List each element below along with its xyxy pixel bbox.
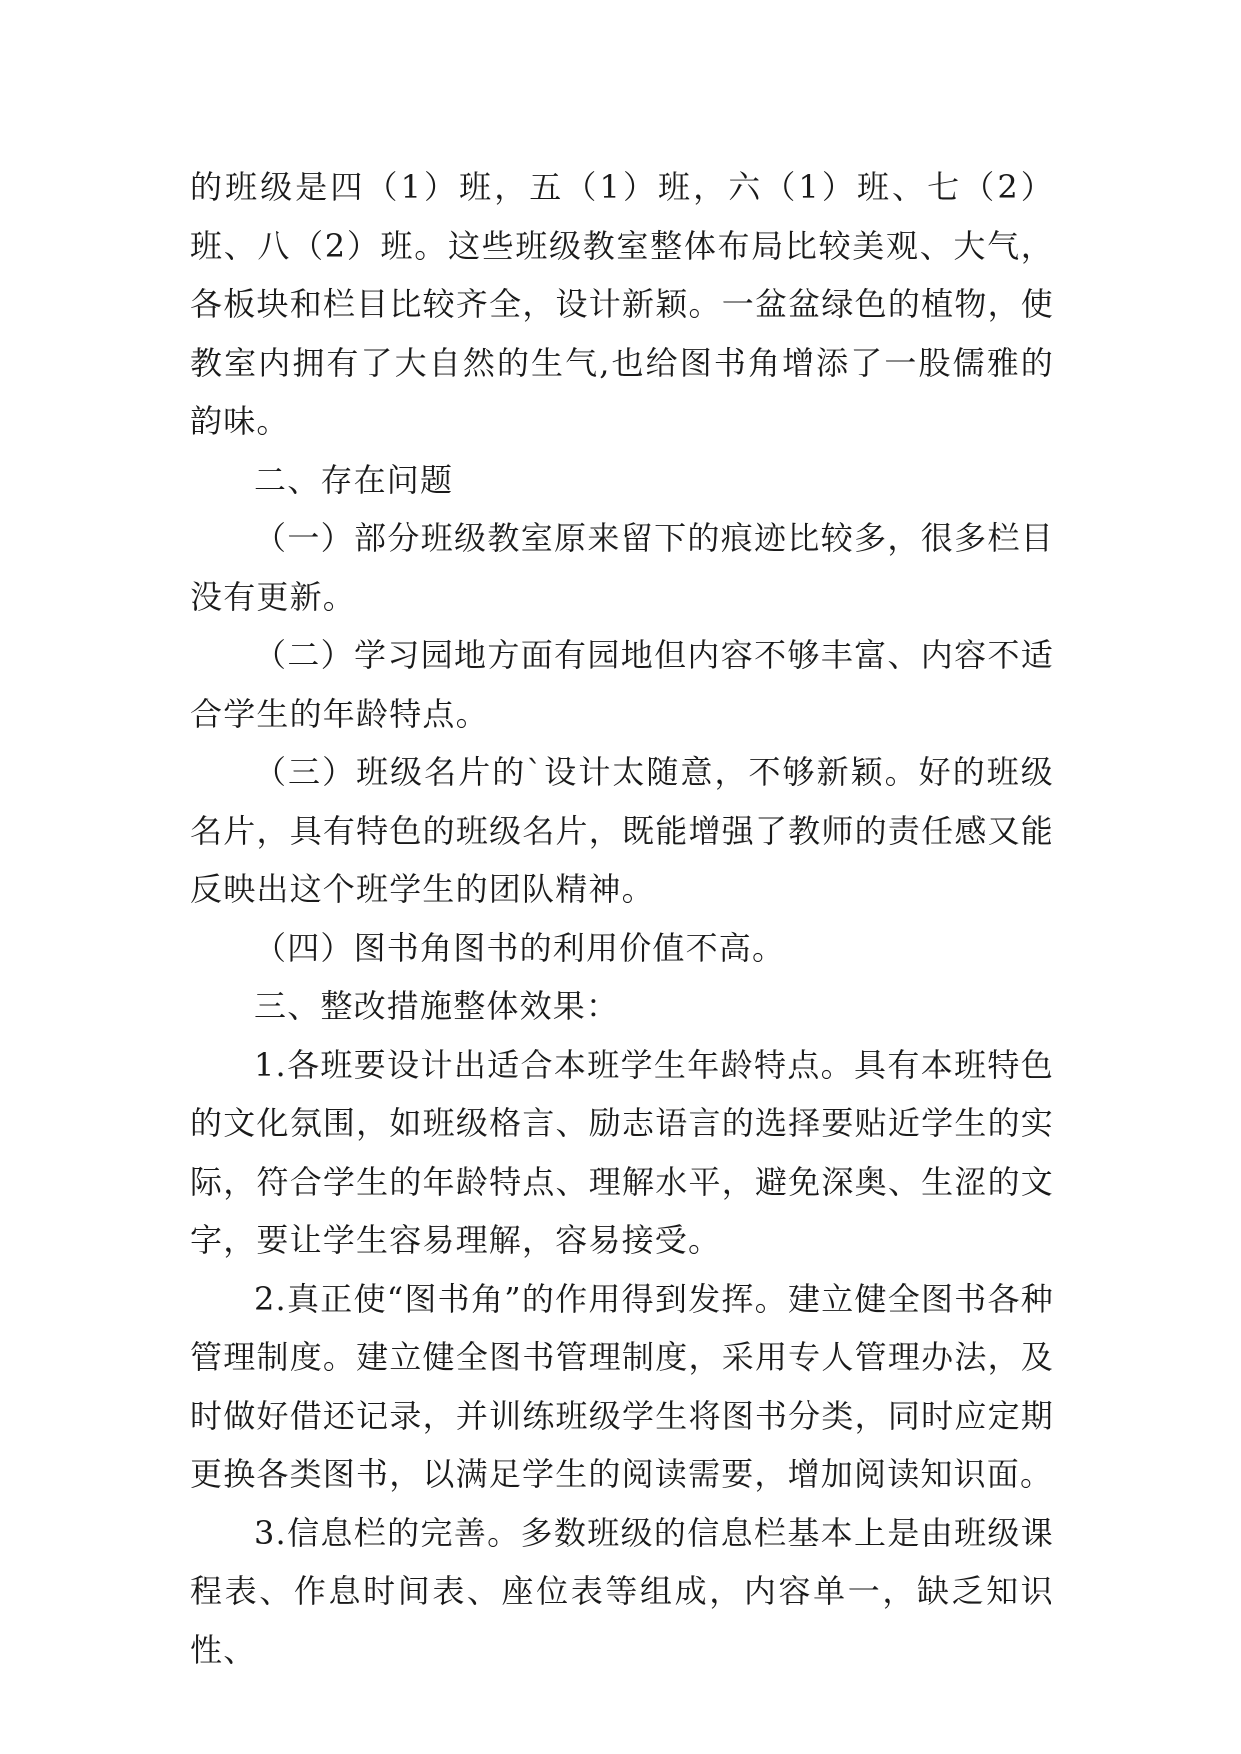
section-heading-problems: 二、存在问题: [254, 460, 454, 499]
paragraph-continued: 的班级是四（1）班，五（1）班，六（1）班、七（2）班、八（2）班。这些班级教室整体布局比较美观、大气，各板块和栏目比较齐全，设计新颖。一盆盆绿色的植物，使教室内拥有了大自然的生气,也给图书角增添了一股儒雅的韵味。: [190, 168, 1054, 440]
paragraph-problem-3: （三）班级名片的`设计太随意，不够新颖。好的班级名片，具有特色的班级名片，既能增强了教师的责任感又能反映出这个班学生的团队精神。: [190, 753, 1054, 908]
paragraph-measure-2: 2.真正使“图书角”的作用得到发挥。建立健全图书各种管理制度。建立健全图书管理制度，采用专人管理办法，及时做好借还记录，并训练班级学生将图书分类，同时应定期更换各类图书，以满足学生的阅读需要，增加阅读知识面。: [190, 1279, 1054, 1493]
paragraph-problem-1: （一）部分班级教室原来留下的痕迹比较多，很多栏目没有更新。: [190, 519, 1054, 616]
section-heading-measures: 三、整改措施整体效果：: [254, 987, 620, 1025]
paragraph-measure-1: 1.各班要设计出适合本班学生年龄特点。具有本班特色的文化氛围，如班级格言、励志语言的选择要贴近学生的实际，符合学生的年龄特点、理解水平，避免深奥、生涩的文字，要让学生容易理解，容易接受。: [190, 1045, 1054, 1259]
paragraph-problem-2: （二）学习园地方面有园地但内容不够丰富、内容不适合学生的年龄特点。: [190, 636, 1054, 733]
paragraph-problem-4: （四）图书角图书的利用价值不高。: [254, 928, 786, 967]
document-body: [190, 158, 1054, 1679]
paragraph-measure-3: 3.信息栏的完善。多数班级的信息栏基本上是由班级课程表、作息时间表、座位表等组成，内容单一，缺乏知识性、: [190, 1513, 1054, 1669]
